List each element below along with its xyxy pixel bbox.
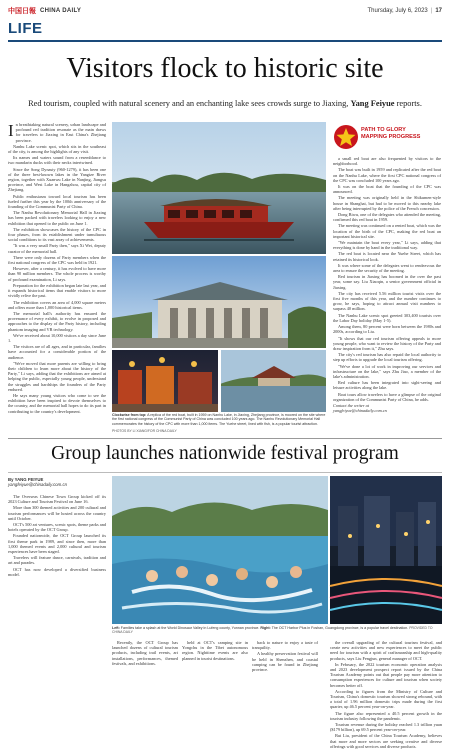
story2-column-3 bbox=[182, 640, 248, 743]
paragraph: the overall upgrading of the cultural tourism festival, and create new activities and new experiences to meet the public need for tourism with a spirit of craftsmanship and high-quality products, says Liu Fengjun, general manager of OCT. bbox=[330, 640, 442, 661]
photo-credit-2: PROVIDED TO CHINA DAILY bbox=[112, 626, 433, 635]
masthead-separator: | bbox=[430, 8, 433, 14]
photo-collage bbox=[112, 122, 326, 412]
paragraph: Public enthusiasm toward local tourism has been fueled further this year by the 100th anniversary of the founding of the Communist Party of China. bbox=[8, 193, 106, 210]
standfirst-end: reports. bbox=[394, 99, 422, 108]
issue-date: Thursday, July 6, 2023 bbox=[367, 8, 428, 14]
photo-caption-2-right-text: The OCT Harbor Plus in Foshan, Guangdong province, is a popular travel destination. bbox=[270, 626, 409, 630]
paragraph: However, after a century, it has evolved to have more than 90 million members. The whole process is worthy of profound examination, Li says. bbox=[8, 266, 106, 282]
paragraph: The figure also represented a 40.5 percent growth in the tourism industry following the pandemic. bbox=[330, 710, 442, 721]
paragraph: Its names and waters sound from a resemblance to two mandarin ducks with their necks intertwined. bbox=[8, 155, 106, 166]
paragraph: Founded nationwide, the OCT Group launched its first theme park in 1989, and since then, more than 1,000 themed events and 2,000 cultural and tourism experiences have been staged. bbox=[8, 533, 106, 555]
paragraph: "We're moved that more parents are willing to bring their children to learn more about the history of the Party," Li says, adding that the exhibitions are aimed at helping the public, especially young people, understand the struggles and hardships the founders of the Party endured. bbox=[8, 360, 106, 392]
byline-email: yangfeiyue@chinadaily.com.cn bbox=[8, 482, 67, 488]
publication-name: CHINA DAILY bbox=[40, 8, 82, 14]
paragraph-text: n breathtaking natural scenery, urban landscape and profound red tradition resonate as the main draws for travelers to Jiaxing in East China's Zhejiang province. bbox=[15, 122, 106, 143]
page-number: 17 bbox=[435, 8, 442, 14]
paragraph: Travelers will feature dance, carnivals, tradition and art and parades. bbox=[8, 555, 106, 566]
paragraph: The city has received 5.56 million tourist visits over the first five months of this year, and the number continues to grow, he says, hoping to attract annual visit numbers to surpass 40 million. bbox=[333, 290, 441, 312]
contact-info bbox=[333, 403, 441, 413]
paragraph: The Nanhu Revolutionary Memorial Hall in Jiaxing has been packed with travelers looking to enjoy a new exhibition that opened to the public on June 1. bbox=[8, 210, 106, 226]
section-label: LIFE bbox=[8, 20, 43, 37]
paragraph: The Nanhu Lake scenic spot greeted 303,400 tourists over the Labor Day holiday (May 1-5). bbox=[333, 312, 441, 323]
paragraph: "It shows that our red tourism offering appeals to more young people, who want to review the history of the Party and draw inspiration from it," Zhu says. bbox=[333, 335, 441, 351]
paragraph: Among them, 80 percent were born between the 1980s and 2000s, according to Liu. bbox=[333, 324, 441, 335]
paragraph: There were only dozens of Party members when the first national congress of the CPC was held in 1921. bbox=[8, 254, 106, 266]
paragraph: The red boat is located near the Yuehe Street, which has retained its historical look. bbox=[333, 251, 441, 262]
china-daily-logo: 中国日報 bbox=[8, 8, 36, 15]
photo-dinosaur-valley-graphic bbox=[112, 476, 328, 624]
paragraph: Red culture has been integrated into sight-seeing and leisure activities along the lake. bbox=[333, 380, 441, 391]
photo-collage-graphic bbox=[112, 122, 326, 412]
photo-dinosaur-valley bbox=[112, 476, 328, 624]
paragraph: He says many young visitors who come to see the exhibition have been inspired to devote themselves to the country, and the memorial hall hopes to do its part in contributing to the country's development. bbox=[8, 392, 106, 414]
headline: Visitors flock to historic site bbox=[66, 53, 384, 84]
paragraph: Nanhu Lake scenic spot, which sits in the southeast of the city, is among the highlights of any visit. bbox=[8, 143, 106, 155]
paragraph: But Liu, president of the China Tourism Academy, believes that more and more sectors are seeking creative and diverse offerings with good services and diverse products. bbox=[330, 733, 442, 749]
photo-caption-2-right-label: Right: bbox=[260, 626, 271, 630]
series-logo-text: PATH TO GLORY MAPPING PROGRESS bbox=[361, 127, 421, 140]
paragraph: Since the Song Dynasty (960-1279), it has been one of the three best-known lakes in the Yangtze River region, together with Xuanwu Lake in Nanjing, Jiangsu province, and West Lake in Hangzhou, capital city of Zhejiang. bbox=[8, 166, 106, 193]
contact-line-1: Contact the writer at bbox=[333, 403, 369, 408]
paragraph: Preparation for the exhibition began late last year, and it expands historical items that enable visitors to more vividly relive the past. bbox=[8, 282, 107, 299]
paragraph: The memorial hall's authority has ensured the provenance of every exhibit, to evolve in proposed and approaches to the display of the Party history, including phantom imaging and VR technology. bbox=[8, 310, 106, 332]
section-header bbox=[8, 20, 442, 42]
story2-column-4 bbox=[252, 640, 318, 743]
paragraph: The boat was built in 1959 and replicated after the red boat on the Nanhu Lake, where the first CPC national congress of the CPC was concluded 100 years ago. bbox=[333, 167, 441, 183]
photo-caption-2-left-text: Families take a splash at the World Dinosaur Valley in Lufeng county, Yunnan province. bbox=[119, 626, 261, 630]
paragraph: The visitors are of all ages, and in particular, families have accounted for a considerable portion of the audience. bbox=[8, 344, 106, 360]
photo-caption-label: Clockwise from top: bbox=[112, 413, 147, 417]
paragraph: Red tourism in Jiaxing has boomed in the over the past year, some say. Liu Xiaoqin, a senior government official in Jiaxing. bbox=[333, 274, 441, 290]
series-logo bbox=[333, 122, 441, 152]
paragraph: Tourism revenue during the holiday reached 1.3 trillion yuan ($179 billion), up 69.5 percent year-on-year. bbox=[330, 722, 442, 733]
paragraph: OCT's 500 art ventures, scenic spots, theme parks and hotels operated by the OCT Group. bbox=[8, 522, 106, 533]
photo-caption bbox=[112, 413, 326, 426]
contact-email: yangfeiyue@chinadaily.com.cn bbox=[333, 408, 387, 414]
paragraph: According to figures from the Ministry of Culture and Tourism, China's domestic tourism showed strong rebound, with a total of 1.96 million domestic trips made during the first quarter, up 46.5 percent year-on-year. bbox=[330, 688, 442, 710]
paragraph: Dong Biwu, one of the delegates who attended the meeting, confirmed this red boat in 1959. bbox=[333, 212, 441, 223]
standfirst-author: Yang Feiyue bbox=[350, 99, 395, 108]
byline-author: By YANG FEIYUE bbox=[8, 477, 44, 482]
photo-caption-text: A replica of the red boat, built in 1959 on Nanhu Lake, in Jiaxing, Zhejiang province, is moored on the site where the first national congress of the Communist Party of China was concluded 100 years ago. The Nanhu Revolutionary Memorial Hall commemorates the history of the CPC with more than 1,000 items. The Yuehe street, lined with fish, is a popular tourist attraction. bbox=[112, 413, 326, 426]
paragraph: Boat tours allow travelers to have a glimpse of the original organization of the Communist Party of China, he adds. bbox=[333, 391, 441, 402]
standfirst bbox=[10, 99, 440, 109]
paragraph: Recently, the OCT Group has launched dozens of cultural tourism products, including trail events, art installations, performances, themed festivals, and exhibitions. bbox=[112, 640, 178, 666]
paragraph: We've received about 10,000 visitors a day since June 1. bbox=[8, 332, 106, 343]
paragraph: "We've done a lot of work in improving our services and infrastructure on the lake," says Zhu Jiao, a member of the lake's administration. bbox=[333, 363, 441, 379]
photo-caption-2-left-label: Left: bbox=[112, 626, 120, 630]
paragraph: The meeting was continued on a rented boat, which was the location of the birth of the CPC, making the red boat an important historical site. bbox=[333, 223, 441, 239]
paragraph: A healthy preservation festival will be held in Shenzhen, and coastal camping can be found in Zhejiang province. bbox=[252, 651, 318, 673]
photo-harbor-plus-graphic bbox=[330, 476, 442, 624]
paragraph: More than 300 themed activities and 200 cultural and tourism performances will be hosted across the country until October. bbox=[8, 505, 106, 521]
photo-harbor-plus bbox=[330, 476, 442, 624]
paragraph: "We maintain the boat every year," Li says, adding that everything is done by hand in the traditional way. bbox=[333, 240, 441, 251]
paragraph: The meeting was originally held in the Shikumen-style house in Shanghai, but had to be moved to this nearby lake after being interrupted by the police of the French concession. bbox=[333, 195, 441, 211]
paragraph: a small red boat are also frequented by visitors to the neighborhood. bbox=[333, 156, 441, 167]
paragraph: The exhibition covers an area of 4,000 square meters and offers more than 1,000 historical items. bbox=[8, 299, 106, 310]
paragraph: In February, the 2022 tourism economic operation analysis and 2023 development prospect report issued by the China Tourism Academy points out that people pay more attention to consumption experiences for culture and tourism when society becomes better off. bbox=[330, 661, 442, 688]
paragraph: The city's red tourism has also repaid the local authority to step up efforts to upgrade the local tourism offering. bbox=[333, 352, 441, 363]
story-divider bbox=[8, 438, 442, 439]
paragraph: The exhibition showcases the history of the CPC in four phases, from its establishment under tumultuous social conditions to its vast array of achievements. bbox=[8, 226, 106, 243]
paragraph bbox=[8, 122, 106, 143]
photo-credit: PHOTOS BY LI XIANG/FOR CHINA DAILY bbox=[112, 429, 177, 433]
story2-column-6 bbox=[330, 640, 442, 749]
story2-column-2 bbox=[112, 640, 178, 743]
headline-2-rule bbox=[8, 472, 442, 473]
byline bbox=[8, 477, 108, 487]
paragraph: back to nature to enjoy a taste of tranquility. bbox=[252, 640, 318, 651]
story2-column-1 bbox=[8, 494, 106, 743]
paragraph: It was where some of the delegates went to rendezvous the area to ensure the security of the meeting. bbox=[333, 262, 441, 274]
paragraph: It was on the boat that the founding of the CPC was announced. bbox=[333, 184, 441, 195]
paragraph: held at OCT's camping site in Yongchu in the Tibet autonomous region. Nighttime events are also planned in tourist destinations. bbox=[182, 640, 248, 661]
photo-caption-2 bbox=[112, 626, 442, 635]
masthead bbox=[8, 4, 442, 18]
paragraph: The Overseas Chinese Town Group kicked off its 2023 Culture and Tourism Festival on June 16. bbox=[8, 494, 106, 505]
paragraph: OCT has now developed a diversified business model. bbox=[8, 566, 106, 577]
story1-column-6 bbox=[333, 156, 441, 400]
star-emblem-icon bbox=[333, 124, 359, 150]
drop-cap: I bbox=[8, 121, 14, 140]
standfirst-text: Red tourism, coupled with natural scenery and an enchanting lake sees crowds surge to Jiaxing, bbox=[28, 99, 351, 108]
paragraph: "It was a very small Party then," says Xi Wei, deputy curator of the memorial hall. bbox=[8, 243, 106, 254]
story1-column-1 bbox=[8, 122, 106, 434]
headline-2: Group launches nationwide festival program bbox=[51, 443, 399, 464]
